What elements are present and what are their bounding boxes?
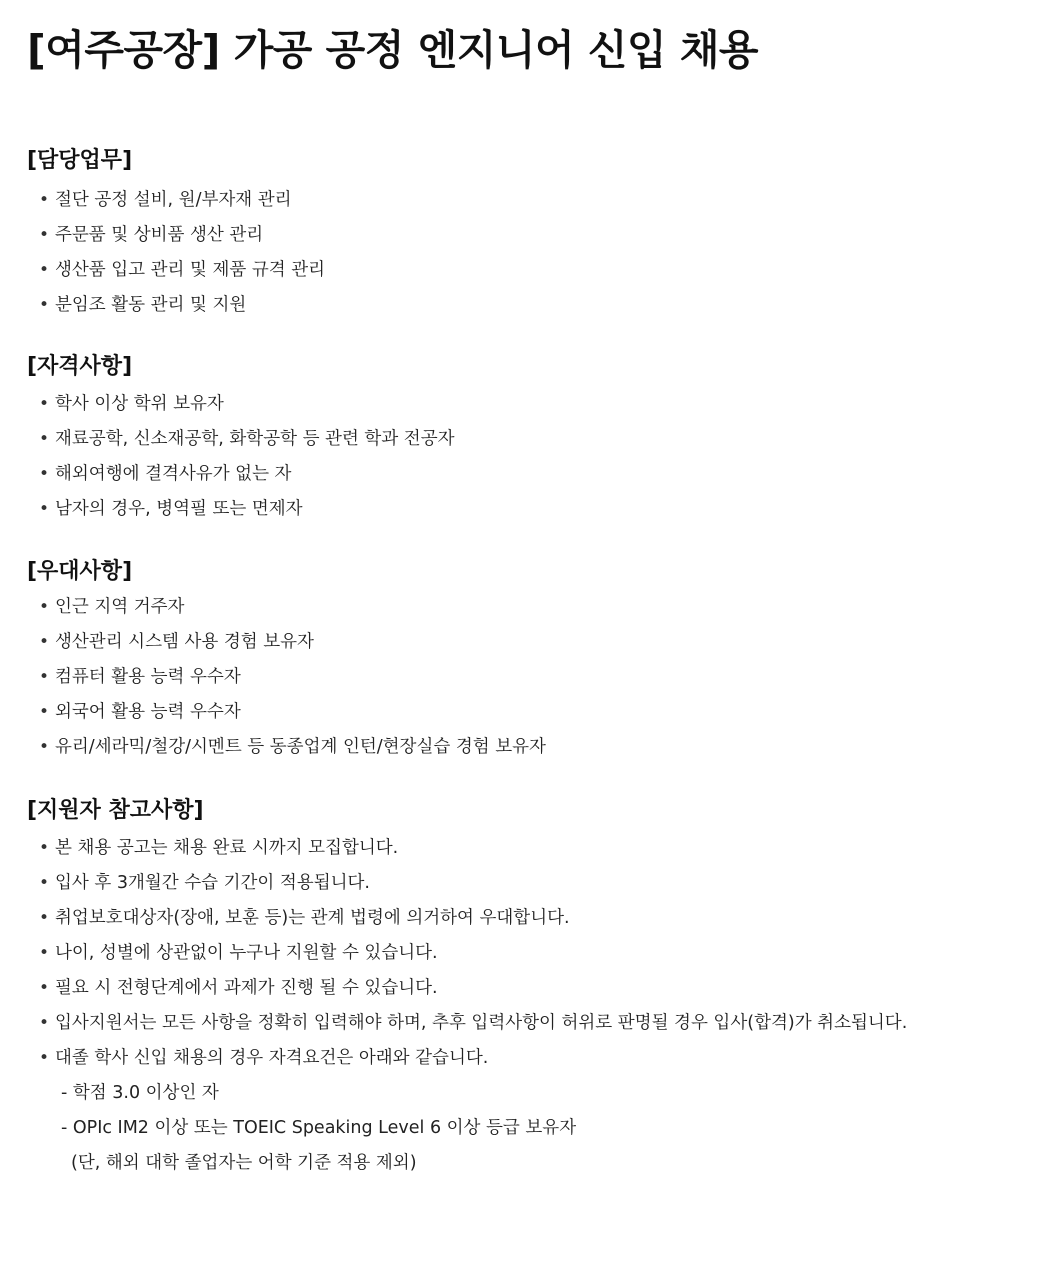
section-preferences <box>27 557 1050 765</box>
section-duties <box>27 146 1050 323</box>
preferences-list <box>27 590 1050 765</box>
list-item: • 해외여행에 결격사유가 없는 자 <box>27 457 1050 492</box>
list-item: • 취업보호대상자(장애, 보훈 등)는 관계 법령에 의거하여 우대합니다. <box>27 901 1050 936</box>
bullet-icon: • <box>39 394 50 414</box>
list-item: • 생산관리 시스템 사용 경험 보유자 <box>27 625 1050 660</box>
list-item: • 학사 이상 학위 보유자 <box>27 387 1050 422</box>
list-item: • 생산품 입고 관리 및 제품 규격 관리 <box>27 253 1050 288</box>
list-item: • 유리/세라믹/철강/시멘트 등 동종업계 인턴/현장실습 경험 보유자 <box>27 730 1050 765</box>
bullet-icon: • <box>39 225 50 245</box>
bullet-icon: • <box>39 1013 50 1033</box>
section-heading-applicant-notes: [지원자 참고사항] <box>27 798 204 823</box>
bullet-icon: • <box>39 295 50 315</box>
list-item: • 인근 지역 거주자 <box>27 590 1050 625</box>
bullet-icon: • <box>39 737 50 757</box>
qualifications-list <box>27 387 1050 527</box>
bullet-icon: • <box>39 978 50 998</box>
bullet-icon: • <box>39 429 50 449</box>
list-item: • 대졸 학사 신입 채용의 경우 자격요건은 아래와 같습니다. <box>27 1041 1050 1076</box>
list-item: • 재료공학, 신소재공학, 화학공학 등 관련 학과 전공자 <box>27 422 1050 457</box>
bullet-icon: • <box>39 632 50 652</box>
section-heading-duties: [담당업무] <box>27 148 133 173</box>
bullet-icon: • <box>39 943 50 963</box>
bullet-icon: • <box>39 190 50 210</box>
bullet-icon: • <box>39 908 50 928</box>
bullet-icon: • <box>39 667 50 687</box>
section-applicant-notes <box>27 796 1050 1181</box>
bullet-icon: • <box>39 464 50 484</box>
duties-list <box>27 183 1050 323</box>
bullet-icon: • <box>39 1048 50 1068</box>
list-item: • 컴퓨터 활용 능력 우수자 <box>27 660 1050 695</box>
sub-note-exception: (단, 해외 대학 졸업자는 어학 기준 적용 제외) <box>71 1153 417 1173</box>
section-heading-qualifications: [자격사항] <box>27 354 133 379</box>
page-title: [여주공장] 가공 공정 엔지니어 신입 채용 <box>27 26 759 74</box>
sub-item-language-score: - OPIc IM2 이상 또는 TOEIC Speaking Level 6 이상 등급 보유자 <box>61 1118 577 1138</box>
section-qualifications <box>27 352 1050 527</box>
applicant-notes-list <box>27 831 1050 1076</box>
list-item: • 남자의 경우, 병역필 또는 면제자 <box>27 492 1050 527</box>
list-item: • 주문품 및 상비품 생산 관리 <box>27 218 1050 253</box>
bullet-icon: • <box>39 838 50 858</box>
bullet-icon: • <box>39 260 50 280</box>
list-item: • 외국어 활용 능력 우수자 <box>27 695 1050 730</box>
list-item: • 본 채용 공고는 채용 완료 시까지 모집합니다. <box>27 831 1050 866</box>
list-item: • 입사지원서는 모든 사항을 정확히 입력해야 하며, 추후 입력사항이 허위로 판명될 경우 입사(합격)가 취소됩니다. <box>27 1006 1050 1041</box>
list-item: • 분임조 활동 관리 및 지원 <box>27 288 1050 323</box>
section-heading-preferences: [우대사항] <box>27 559 133 584</box>
list-item: • 나이, 성별에 상관없이 누구나 지원할 수 있습니다. <box>27 936 1050 971</box>
bullet-icon: • <box>39 499 50 519</box>
bullet-icon: • <box>39 597 50 617</box>
bullet-icon: • <box>39 873 50 893</box>
list-item: • 필요 시 전형단계에서 과제가 진행 될 수 있습니다. <box>27 971 1050 1006</box>
list-item: • 절단 공정 설비, 원/부자재 관리 <box>27 183 1050 218</box>
list-item: • 입사 후 3개월간 수습 기간이 적용됩니다. <box>27 866 1050 901</box>
sub-item-gpa: - 학점 3.0 이상인 자 <box>61 1083 219 1103</box>
bullet-icon: • <box>39 702 50 722</box>
